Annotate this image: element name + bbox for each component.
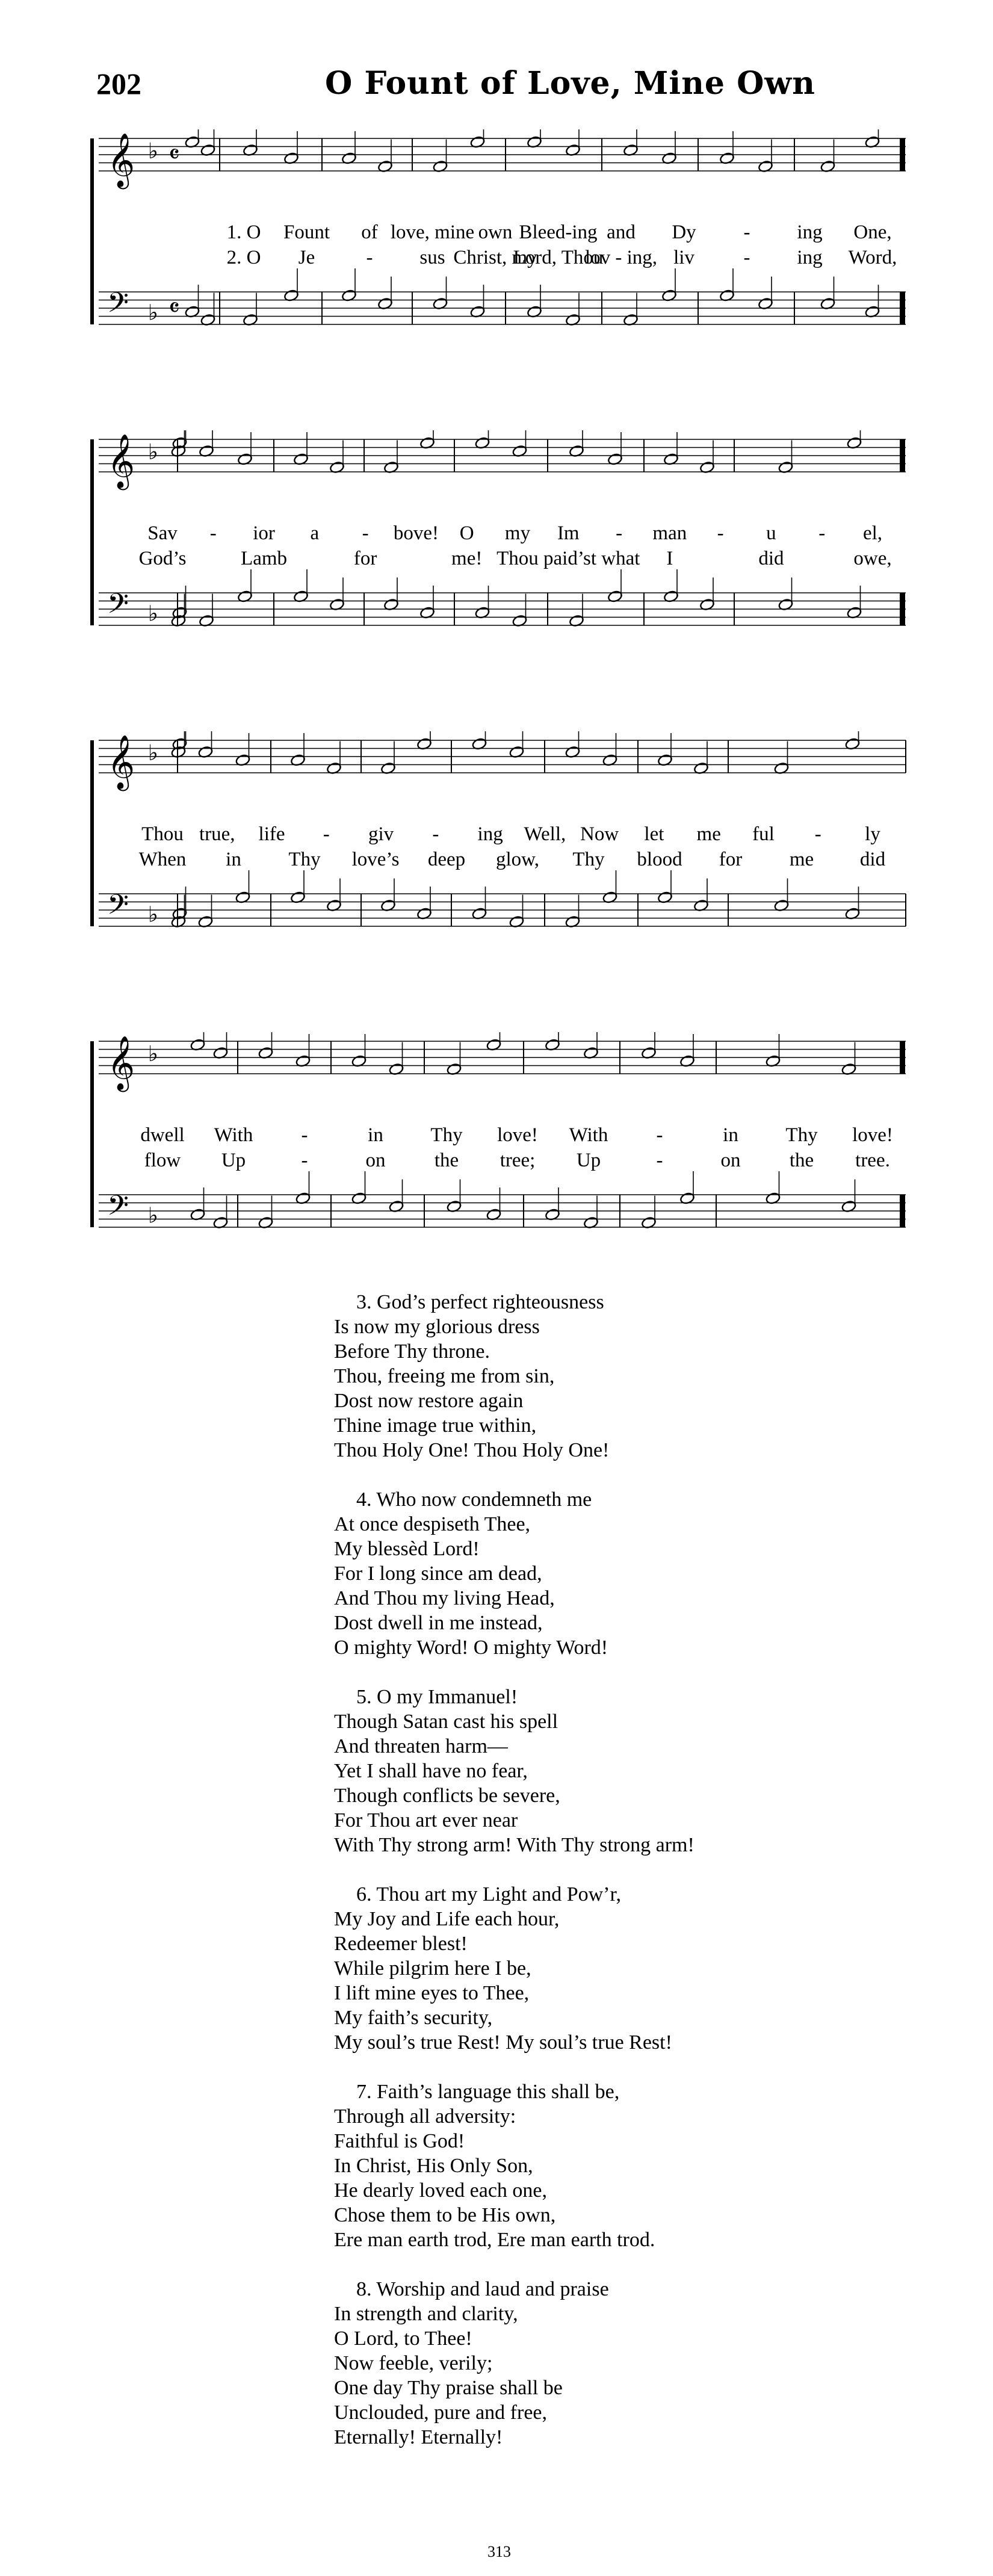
stanza-line: 6. Thou art my Light and Pow’r, bbox=[356, 1883, 621, 1906]
stanza-line: O Lord, to Thee! bbox=[334, 2327, 472, 2350]
stanza-line: And threaten harm— bbox=[334, 1735, 508, 1757]
lyric-line-verse-2 bbox=[90, 1150, 909, 1174]
lyric-syllable: - bbox=[656, 1124, 663, 1146]
stanza-line: Is now my glorious dress bbox=[334, 1316, 540, 1338]
lyric-syllable: 2. O bbox=[226, 247, 261, 268]
lyric-syllable: Lord, Thou bbox=[513, 247, 604, 268]
bass-clef-icon: 𝄢 bbox=[107, 286, 129, 326]
lyric-syllable: Thy bbox=[785, 1124, 818, 1146]
lyric-syllable: for bbox=[719, 849, 743, 870]
time-signature: 𝄴 bbox=[169, 140, 180, 169]
stanza-line: In Christ, His Only Son, bbox=[334, 2155, 533, 2177]
stanza-line: At once despiseth Thee, bbox=[334, 1513, 531, 1535]
lyric-syllable: dwell bbox=[140, 1124, 185, 1146]
stanza-line: Ere man earth trod, Ere man earth trod. bbox=[334, 2229, 655, 2251]
lyric-syllable: Thy bbox=[430, 1124, 463, 1146]
lyric-syllable: my bbox=[504, 522, 531, 544]
lyric-syllable: love, mine bbox=[390, 221, 475, 243]
lyric-syllable: the bbox=[434, 1150, 459, 1171]
lyric-syllable: bove! bbox=[393, 522, 439, 544]
stanza-3 bbox=[334, 1290, 694, 1463]
lyric-syllable: Lamb bbox=[241, 548, 288, 569]
stanza-line: Thou Holy One! Thou Holy One! bbox=[334, 1439, 610, 1461]
lyric-syllable: Dy bbox=[672, 221, 696, 243]
hymn-title: O Fount of Love, Mine Own bbox=[325, 65, 815, 102]
lyric-line-verse-2 bbox=[90, 247, 909, 271]
lyric-syllable: Thy bbox=[572, 849, 605, 870]
stanza-line: Thine image true within, bbox=[334, 1414, 537, 1437]
lyric-syllable: in bbox=[368, 1124, 383, 1146]
lyric-syllable: - bbox=[432, 823, 439, 845]
lyric-syllable: Now bbox=[580, 823, 619, 845]
treble-clef-icon: 𝄞 bbox=[107, 735, 135, 789]
lyric-syllable: ing bbox=[797, 221, 823, 243]
music-system-1 bbox=[90, 129, 909, 358]
stanza-line: Before Thy throne. bbox=[334, 1340, 490, 1363]
lyric-syllable: Thy bbox=[288, 849, 321, 870]
lyric-syllable: Thou paid’st what bbox=[496, 548, 640, 569]
lyric-line-verse-2 bbox=[90, 849, 909, 873]
lyric-syllable: I bbox=[666, 548, 673, 569]
lyric-syllable: Up bbox=[576, 1150, 601, 1171]
stanza-line: One day Thy praise shall be bbox=[334, 2377, 563, 2399]
stanza-8 bbox=[334, 2277, 694, 2450]
final-barline bbox=[900, 138, 905, 171]
lyric-syllable: With bbox=[214, 1124, 253, 1146]
flat-key-signature-icon: ♭ bbox=[148, 1042, 158, 1067]
lyric-syllable: love’s bbox=[351, 849, 400, 870]
lyric-syllable: Bleed-ing bbox=[519, 221, 598, 243]
lyric-syllable: ing bbox=[797, 247, 823, 268]
lyric-syllable: flow bbox=[144, 1150, 181, 1171]
lyric-syllable: - bbox=[362, 522, 369, 544]
lyric-syllable: and bbox=[607, 221, 636, 243]
bass-clef-icon: 𝄢 bbox=[107, 1189, 129, 1229]
music-system-2 bbox=[90, 430, 909, 659]
flat-key-signature-icon: ♭ bbox=[148, 741, 158, 766]
lyric-syllable: Fount bbox=[283, 221, 330, 243]
lyric-syllable: ful bbox=[752, 823, 775, 845]
lyric-syllable: God’s bbox=[138, 548, 187, 569]
stanza-line: Eternally! Eternally! bbox=[334, 2426, 503, 2448]
stanza-7 bbox=[334, 2079, 694, 2252]
stanza-line: He dearly loved each one, bbox=[334, 2179, 547, 2202]
stanza-line: 4. Who now condemneth me bbox=[356, 1488, 592, 1511]
lyric-line-verse-2 bbox=[90, 548, 909, 572]
stanza-line: Dost dwell in me instead, bbox=[334, 1612, 543, 1634]
lyric-syllable: life bbox=[258, 823, 285, 845]
treble-clef-icon: 𝄞 bbox=[107, 133, 135, 187]
final-barline bbox=[900, 593, 905, 625]
stanza-line: O mighty Word! O mighty Word! bbox=[334, 1636, 608, 1659]
stanza-line: Though conflicts be severe, bbox=[334, 1785, 560, 1807]
lyric-syllable: - bbox=[323, 823, 330, 845]
stanza-line: My soul’s true Rest! My soul’s true Rest! bbox=[334, 2031, 672, 2054]
lyric-syllable: love! bbox=[852, 1124, 893, 1146]
lyric-syllable: me! bbox=[451, 548, 483, 569]
lyric-syllable: - bbox=[616, 522, 623, 544]
lyric-syllable: owe, bbox=[853, 548, 892, 569]
flat-key-signature-icon: ♭ bbox=[148, 902, 158, 927]
music-system-3 bbox=[90, 731, 909, 960]
stanza-line: My Joy and Life each hour, bbox=[334, 1908, 560, 1930]
lyric-syllable: With bbox=[569, 1124, 608, 1146]
lyric-syllable: ly bbox=[865, 823, 880, 845]
lyric-syllable: in bbox=[226, 849, 241, 870]
lyric-syllable: - bbox=[743, 221, 750, 243]
lyric-syllable: Je bbox=[298, 247, 315, 268]
flat-key-signature-icon: ♭ bbox=[148, 300, 158, 326]
lyric-syllable: on bbox=[365, 1150, 386, 1171]
lyric-syllable: own bbox=[478, 221, 513, 243]
lyric-line-verse-1 bbox=[90, 522, 909, 546]
final-barline bbox=[900, 292, 905, 324]
lyric-syllable: ior bbox=[253, 522, 275, 544]
lyric-syllable: on bbox=[720, 1150, 741, 1171]
final-barline bbox=[900, 439, 905, 472]
lyric-syllable: - bbox=[656, 1150, 663, 1171]
final-barline bbox=[900, 1195, 905, 1227]
flat-key-signature-icon: ♭ bbox=[148, 440, 158, 465]
lyric-syllable: giv bbox=[368, 823, 394, 845]
stanza-line: 3. God’s perfect righteousness bbox=[356, 1291, 604, 1313]
lyric-syllable: When bbox=[138, 849, 187, 870]
lyric-syllable: the bbox=[789, 1150, 814, 1171]
lyric-syllable: for bbox=[353, 548, 377, 569]
stanza-6 bbox=[334, 1882, 694, 2055]
stanza-line: In strength and clarity, bbox=[334, 2303, 518, 2325]
lyric-syllable: did bbox=[758, 548, 784, 569]
treble-clef-icon: 𝄞 bbox=[107, 1036, 135, 1090]
lyric-syllable: tree. bbox=[855, 1150, 890, 1171]
flat-key-signature-icon: ♭ bbox=[148, 139, 158, 164]
bass-clef-icon: 𝄢 bbox=[107, 587, 129, 627]
stanza-line: 8. Worship and laud and praise bbox=[356, 2278, 609, 2300]
lyric-syllable: love! bbox=[497, 1124, 538, 1146]
stanza-line: Faithful is God! bbox=[334, 2130, 465, 2152]
lyric-syllable: 1. O bbox=[226, 221, 261, 243]
lyric-syllable: did bbox=[859, 849, 886, 870]
lyric-syllable: el, bbox=[862, 522, 883, 544]
lyric-line-verse-1 bbox=[90, 823, 909, 847]
page-number: 313 bbox=[487, 2543, 511, 2560]
lyric-syllable: of bbox=[361, 221, 378, 243]
lyric-syllable: let bbox=[644, 823, 664, 845]
lyric-syllable: in bbox=[723, 1124, 738, 1146]
lyric-syllable: - bbox=[743, 247, 750, 268]
stanza-line: Redeemer blest! bbox=[334, 1933, 468, 1955]
stanza-line: 5. O my Immanuel! bbox=[356, 1686, 518, 1708]
stanza-line: While pilgrim here I be, bbox=[334, 1957, 531, 1980]
lyric-syllable: tree; bbox=[500, 1150, 536, 1171]
lyric-line-verse-1 bbox=[90, 1124, 909, 1148]
lyric-syllable: - bbox=[301, 1150, 308, 1171]
stanza-4 bbox=[334, 1487, 694, 1660]
stanza-line: For Thou art ever near bbox=[334, 1809, 518, 1831]
stanza-line: My faith’s security, bbox=[334, 2007, 493, 2029]
stanza-line: Dost now restore again bbox=[334, 1390, 524, 1412]
lyric-syllable: O bbox=[459, 522, 474, 544]
lyric-syllable: ing bbox=[477, 823, 503, 845]
stanza-line: For I long since am dead, bbox=[334, 1562, 542, 1585]
lyric-syllable: - bbox=[209, 522, 217, 544]
lyric-syllable: a bbox=[310, 522, 320, 544]
lyric-syllable: man bbox=[652, 522, 687, 544]
stanza-line: My blessèd Lord! bbox=[334, 1538, 480, 1560]
stanza-line: Yet I shall have no fear, bbox=[334, 1760, 528, 1782]
lyric-syllable: - bbox=[366, 247, 373, 268]
stanza-line: And Thou my living Head, bbox=[334, 1587, 555, 1609]
stanza-line: 7. Faith’s language this shall be, bbox=[356, 2081, 620, 2103]
stanza-line: I lift mine eyes to Thee, bbox=[334, 1982, 530, 2004]
lyric-syllable: me bbox=[789, 849, 814, 870]
lyric-syllable: u bbox=[766, 522, 776, 544]
stanza-line: Unclouded, pure and free, bbox=[334, 2401, 548, 2424]
final-barline bbox=[900, 1041, 905, 1074]
time-signature: 𝄴 bbox=[169, 293, 180, 323]
lyric-syllable: One, bbox=[853, 221, 892, 243]
stanza-5 bbox=[334, 1685, 694, 1857]
music-system-4 bbox=[90, 1032, 909, 1261]
treble-clef-icon: 𝄞 bbox=[107, 434, 135, 488]
lyric-syllable: sus bbox=[419, 247, 445, 268]
lyric-syllable: - bbox=[814, 823, 821, 845]
stanza-line: Chose them to be His own, bbox=[334, 2204, 556, 2226]
bass-clef-icon: 𝄢 bbox=[107, 888, 129, 928]
lyric-syllable: Christ, my bbox=[453, 247, 537, 268]
lyric-syllable: Well, bbox=[524, 823, 566, 845]
flat-key-signature-icon: ♭ bbox=[148, 601, 158, 627]
hymn-number: 202 bbox=[96, 67, 141, 101]
lyric-syllable: Up bbox=[221, 1150, 246, 1171]
lyric-syllable: - bbox=[818, 522, 826, 544]
lyric-line-verse-1 bbox=[90, 221, 909, 246]
lyric-syllable: glow, bbox=[495, 849, 540, 870]
lyric-syllable: Word, bbox=[848, 247, 897, 268]
lyric-syllable: - bbox=[301, 1124, 308, 1146]
flat-key-signature-icon: ♭ bbox=[148, 1203, 158, 1228]
stanza-line: Thou, freeing me from sin, bbox=[334, 1365, 555, 1387]
lyric-syllable: Im bbox=[557, 522, 580, 544]
lyric-syllable: lov - ing, bbox=[584, 247, 658, 268]
lyric-syllable: Sav bbox=[147, 522, 178, 544]
stanza-line: Through all adversity: bbox=[334, 2105, 516, 2128]
lyric-syllable: Thou bbox=[141, 823, 184, 845]
lyric-syllable: me bbox=[696, 823, 721, 845]
stanza-line: Though Satan cast his spell bbox=[334, 1711, 558, 1733]
stanza-line: Now feeble, verily; bbox=[334, 2352, 493, 2374]
lyric-syllable: liv bbox=[673, 247, 694, 268]
lyric-syllable: deep bbox=[427, 849, 466, 870]
lyric-syllable: - bbox=[717, 522, 724, 544]
additional-stanzas bbox=[334, 1290, 694, 2474]
lyric-syllable: blood bbox=[637, 849, 682, 870]
stanza-line: With Thy strong arm! With Thy strong arm! bbox=[334, 1834, 694, 1856]
lyric-syllable: true, bbox=[199, 823, 235, 845]
